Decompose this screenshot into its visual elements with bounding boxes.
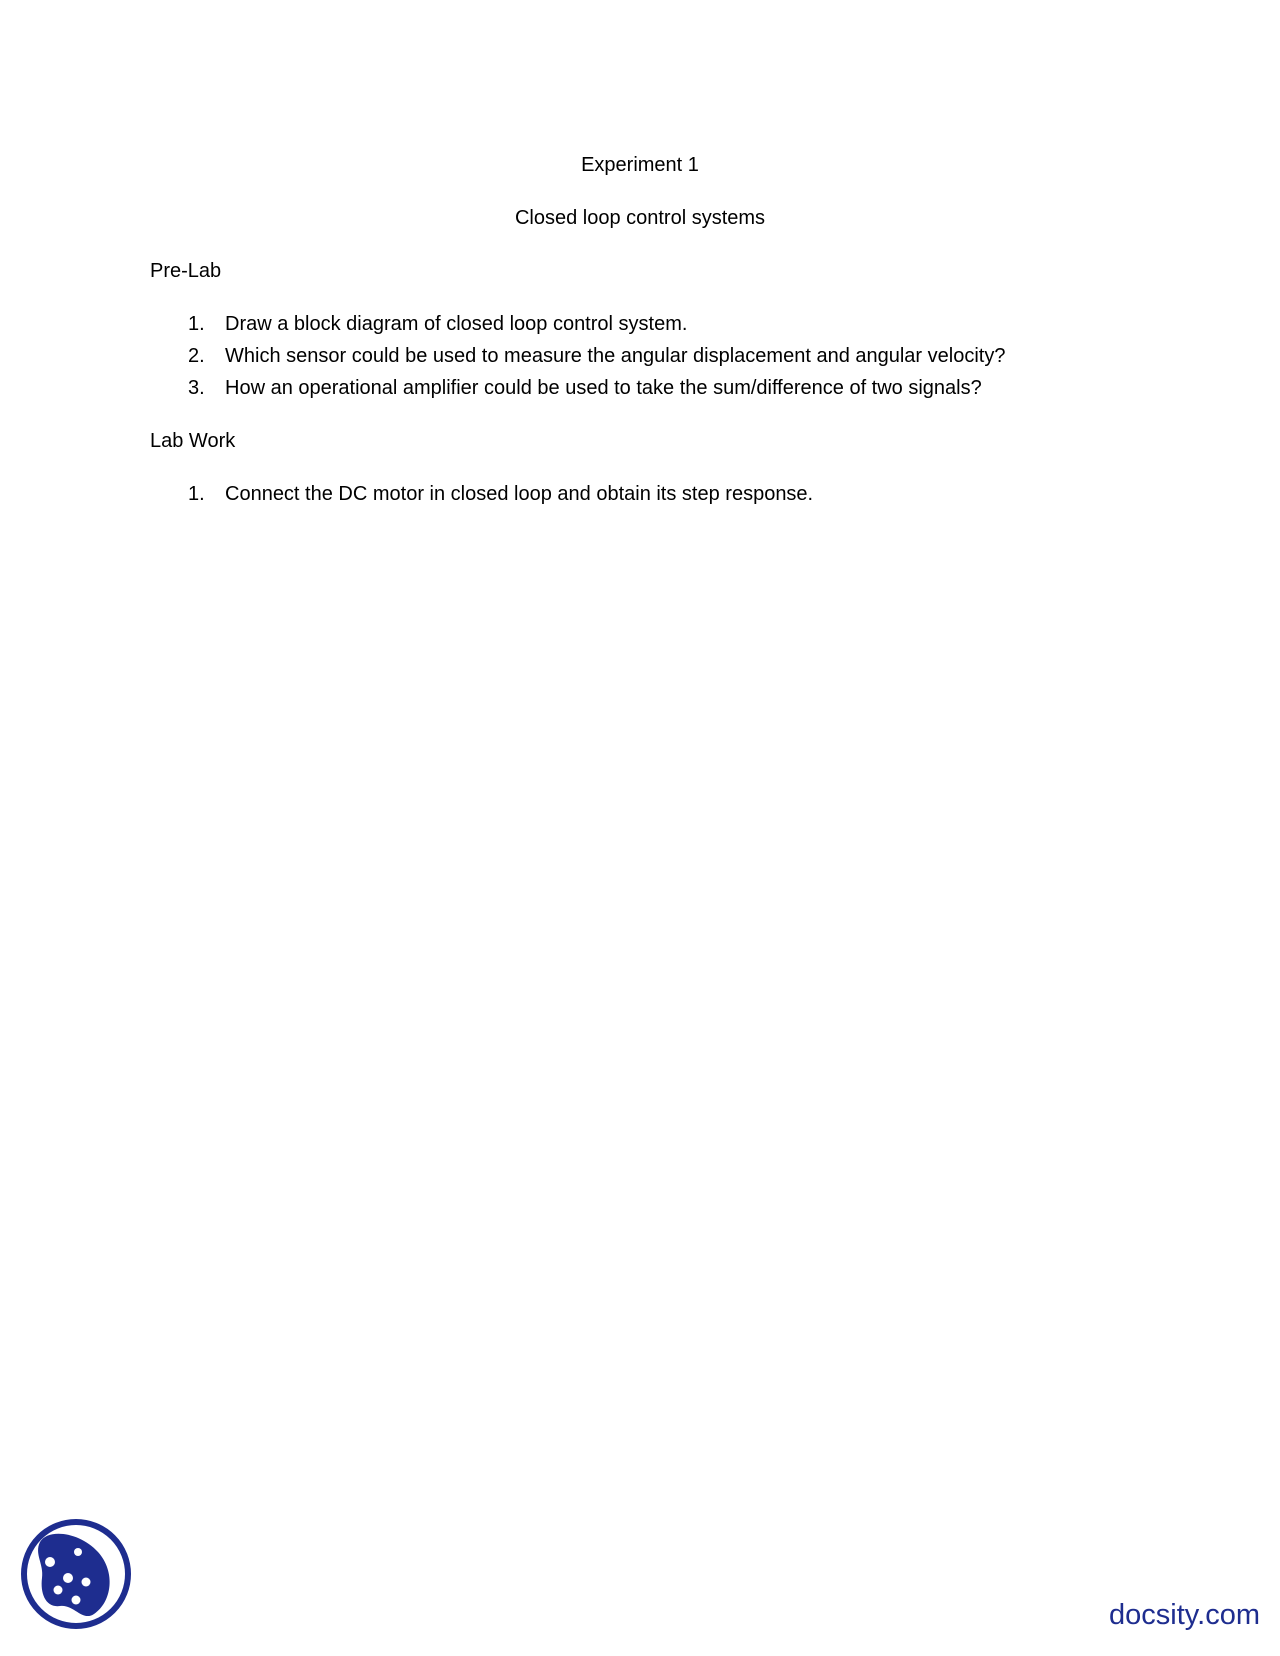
item-number: 1. — [188, 313, 205, 335]
prelab-item — [188, 312, 687, 336]
item-text: Which sensor could be used to measure the angular displacement and angular velocity? — [225, 345, 1006, 367]
item-number: 1. — [188, 483, 205, 505]
prelab-heading: Pre-Lab — [150, 260, 222, 282]
item-number: 3. — [188, 377, 205, 399]
docsity-logo-icon[interactable] — [20, 1518, 132, 1630]
prelab-item — [188, 344, 1005, 368]
document-subtitle: Closed loop control systems — [514, 207, 766, 229]
docsity-brand-link[interactable]: docsity.com — [1109, 1599, 1260, 1631]
labwork-item — [188, 482, 813, 506]
labwork-heading: Lab Work — [150, 430, 236, 452]
item-number: 2. — [188, 345, 205, 367]
item-text: Draw a block diagram of closed loop control system. — [225, 313, 688, 335]
item-text: How an operational amplifier could be used to take the sum/difference of two signals? — [225, 377, 982, 399]
prelab-item — [188, 376, 982, 400]
document-title: Experiment 1 — [581, 154, 699, 176]
item-text: Connect the DC motor in closed loop and obtain its step response. — [225, 483, 814, 505]
